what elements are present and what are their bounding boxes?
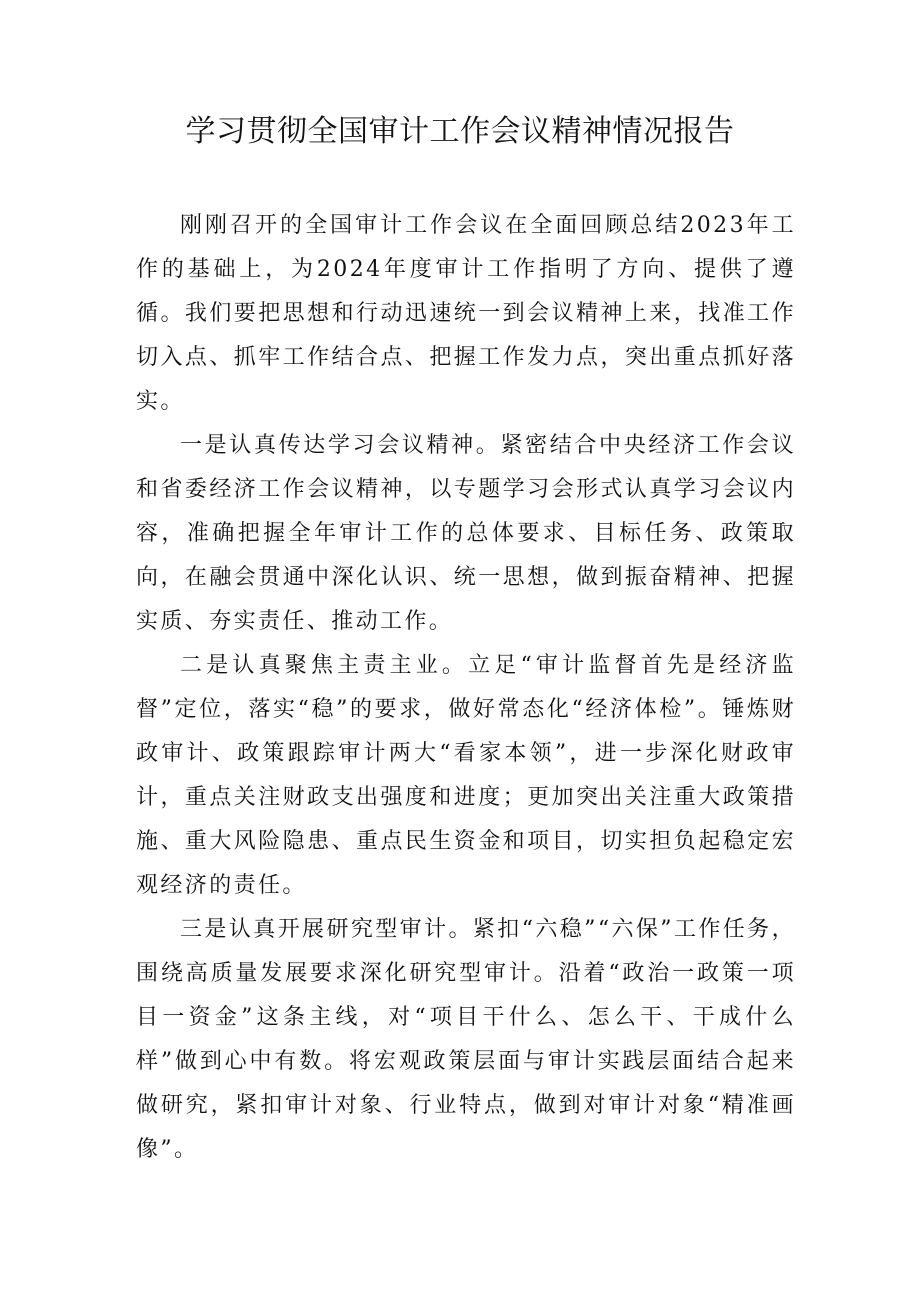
document-body (136, 204, 796, 1172)
document-title: 学习贯彻全国审计工作会议精神情况报告 (185, 114, 735, 149)
paragraph-point-one: 一是认真传达学习会议精神。紧密结合中央经济工作会议和省委经济工作会议精神，以专题学习会形式认真学习会议内容，准确把握全年审计工作的总体要求、目标任务、政策取向，在融会贯通中深化认识、统一思想，做到振奋精神、把握实质、夯实责任、推动工作。 (136, 433, 796, 634)
paragraph-intro: 刚刚召开的全国审计工作会议在全面回顾总结2023年工作的基础上，为2024年度审计工作指明了方向、提供了遵循。我们要把思想和行动迅速统一到会议精神上来，找准工作切入点、抓牢工作结合点、把握工作发力点，突出重点抓好落实。 (136, 213, 796, 414)
paragraph-point-two: 二是认真聚焦主责主业。立足“审计监督首先是经济监督”定位，落实“稳”的要求，做好常态化“经济体检”。锤炼财政审计、政策跟踪审计两大“看家本领”，进一步深化财政审计，重点关注财政支出强度和进度；更加突出关注重大政策措施、重大风险隐患、重点民生资金和项目，切实担负起稳定宏观经济的责任。 (136, 653, 796, 898)
paragraph-point-three: 三是认真开展研究型审计。紧扣“六稳”“六保”工作任务，围绕高质量发展要求深化研究型审计。沿着“政治一政策一项目一资金”这条主线，对“项目干什么、怎么干、干成什么样”做到心中有数。将宏观政策层面与审计实践层面结合起来做研究，紧扣审计对象、行业特点，做到对审计对象“精准画像”。 (136, 917, 796, 1162)
